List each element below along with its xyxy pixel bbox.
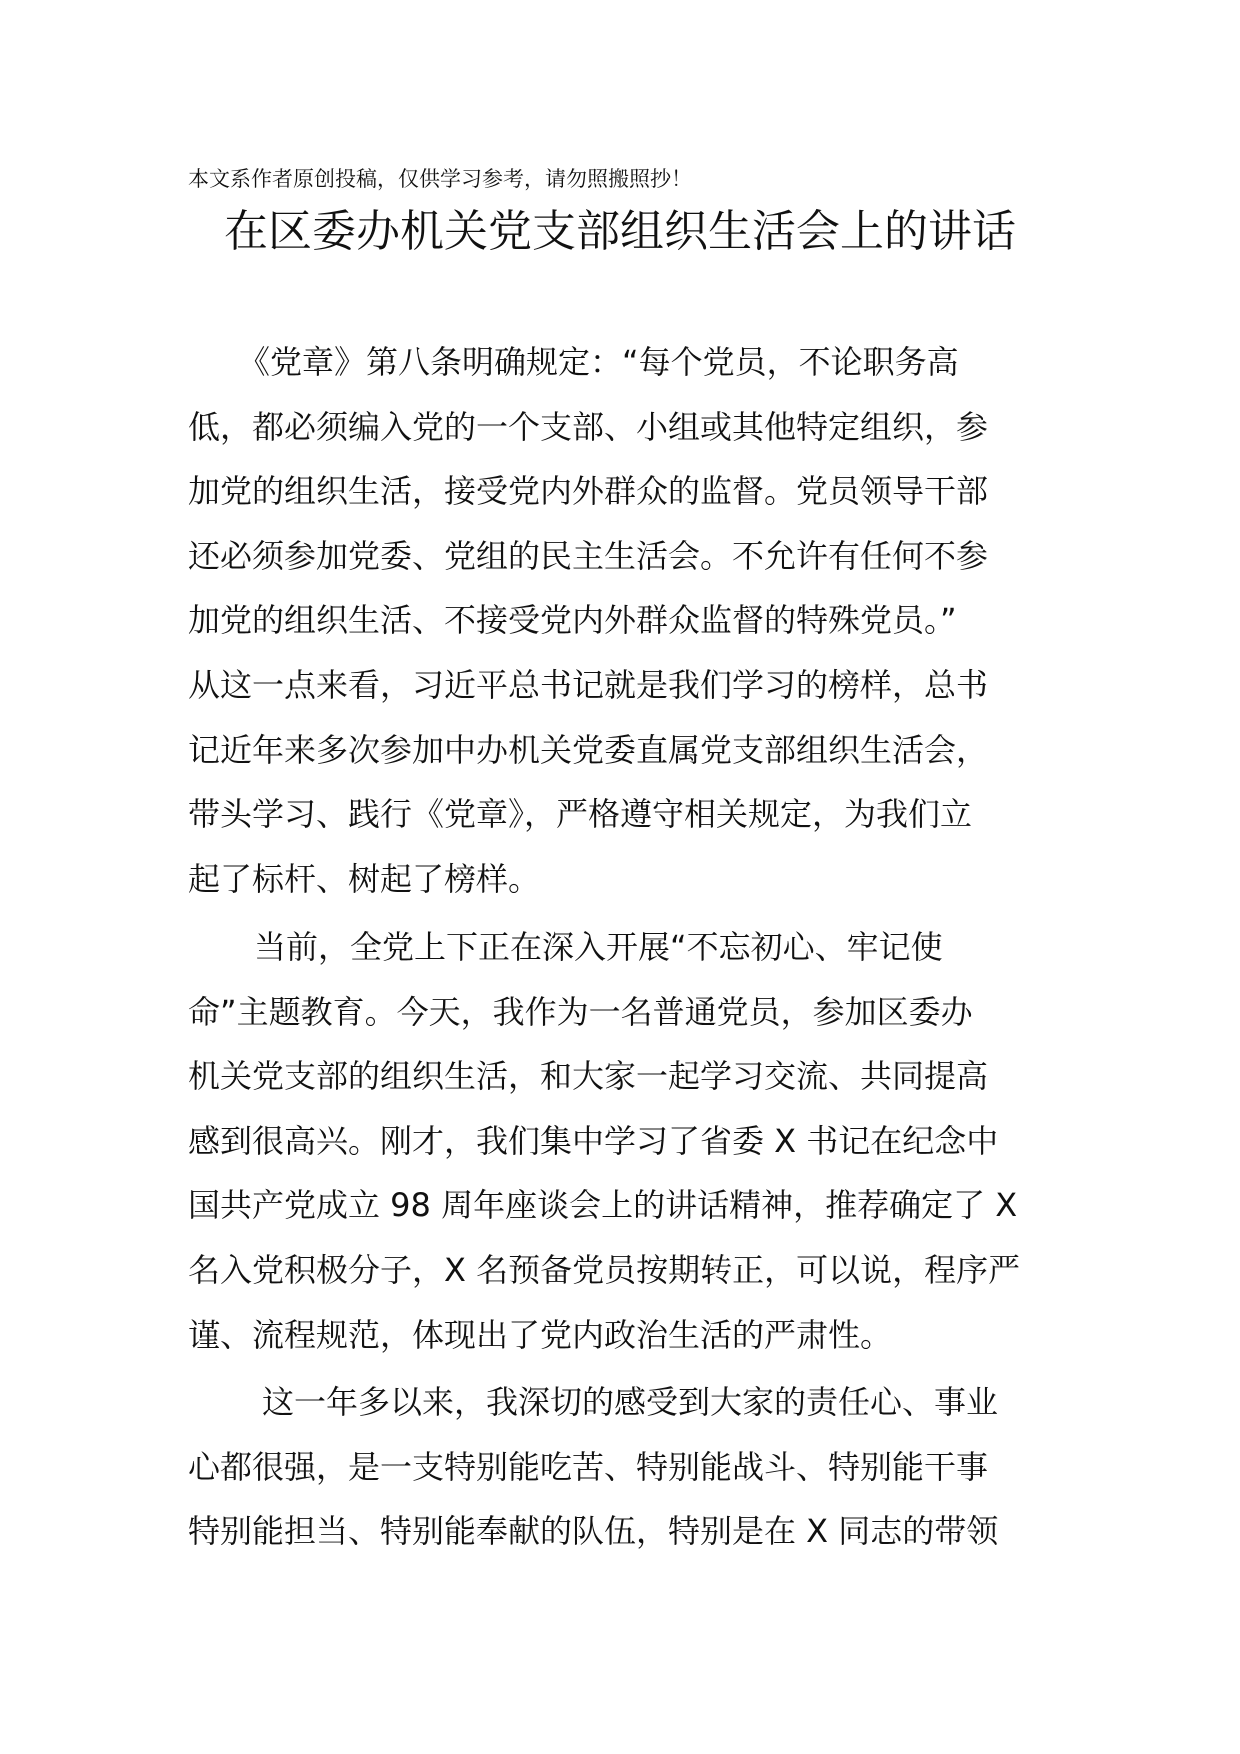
paragraph-line: 特别能担当、特别能奉献的队伍，特别是在 X 同志的带领 <box>188 1512 999 1551</box>
copyright-notice: 本文系作者原创投稿，仅供学习参考，请勿照搬照抄！ <box>188 167 692 191</box>
paragraph-line: 从这一点来看，习近平总书记就是我们学习的榜样，总书 <box>188 665 989 704</box>
paragraph-line: 机关党支部的组织生活，和大家一起学习交流、共同提高 <box>188 1057 989 1096</box>
paragraph-line: 名入党积极分子，X 名预备党员按期转正，可以说，程序严 <box>188 1250 1021 1289</box>
paragraph-line: 起了标杆、树起了榜样。 <box>188 859 541 898</box>
page-title: 在区委办机关党支部组织生活会上的讲话 <box>224 206 1016 257</box>
paragraph-2 <box>188 915 1060 1367</box>
paragraph-line: 当前，全党上下正在深入开展“不忘初心、牢记使 <box>254 928 943 966</box>
paragraph-line: 记近年来多次参加中办机关党委直属党支部组织生活会， <box>188 730 989 769</box>
paragraph-line: 感到很高兴。刚才，我们集中学习了省委 X 书记在纪念中 <box>188 1121 999 1160</box>
paragraph-line: 国共产党成立 98 周年座谈会上的讲话精神，推荐确定了 X <box>188 1186 1018 1225</box>
paragraph-line: 加党的组织生活，接受党内外群众的监督。党员领导干部 <box>188 472 989 511</box>
paragraph-line: 《党章》第八条明确规定：“每个党员，不论职务高 <box>238 343 959 381</box>
paragraph-line: 加党的组织生活、不接受党内外群众监督的特殊党员。” <box>188 601 957 640</box>
paragraph-line: 谨、流程规范，体现出了党内政治生活的严肃性。 <box>188 1315 893 1354</box>
paragraph-3 <box>188 1370 1060 1564</box>
paragraph-line: 低，都必须编入党的一个支部、小组或其他特定组织，参 <box>188 407 989 446</box>
paragraph-line: 还必须参加党委、党组的民主生活会。不允许有任何不参 <box>188 536 989 575</box>
paragraph-line: 命”主题教育。今天，我作为一名普通党员，参加区委办 <box>188 992 973 1031</box>
paragraph-line: 心都很强，是一支特别能吃苦、特别能战斗、特别能干事 <box>188 1447 989 1486</box>
paragraph-line: 这一年多以来，我深切的感受到大家的责任心、事业 <box>262 1383 999 1421</box>
paragraph-line: 带头学习、践行《党章》，严格遵守相关规定，为我们立 <box>188 795 973 834</box>
paragraph-1 <box>188 330 1060 911</box>
